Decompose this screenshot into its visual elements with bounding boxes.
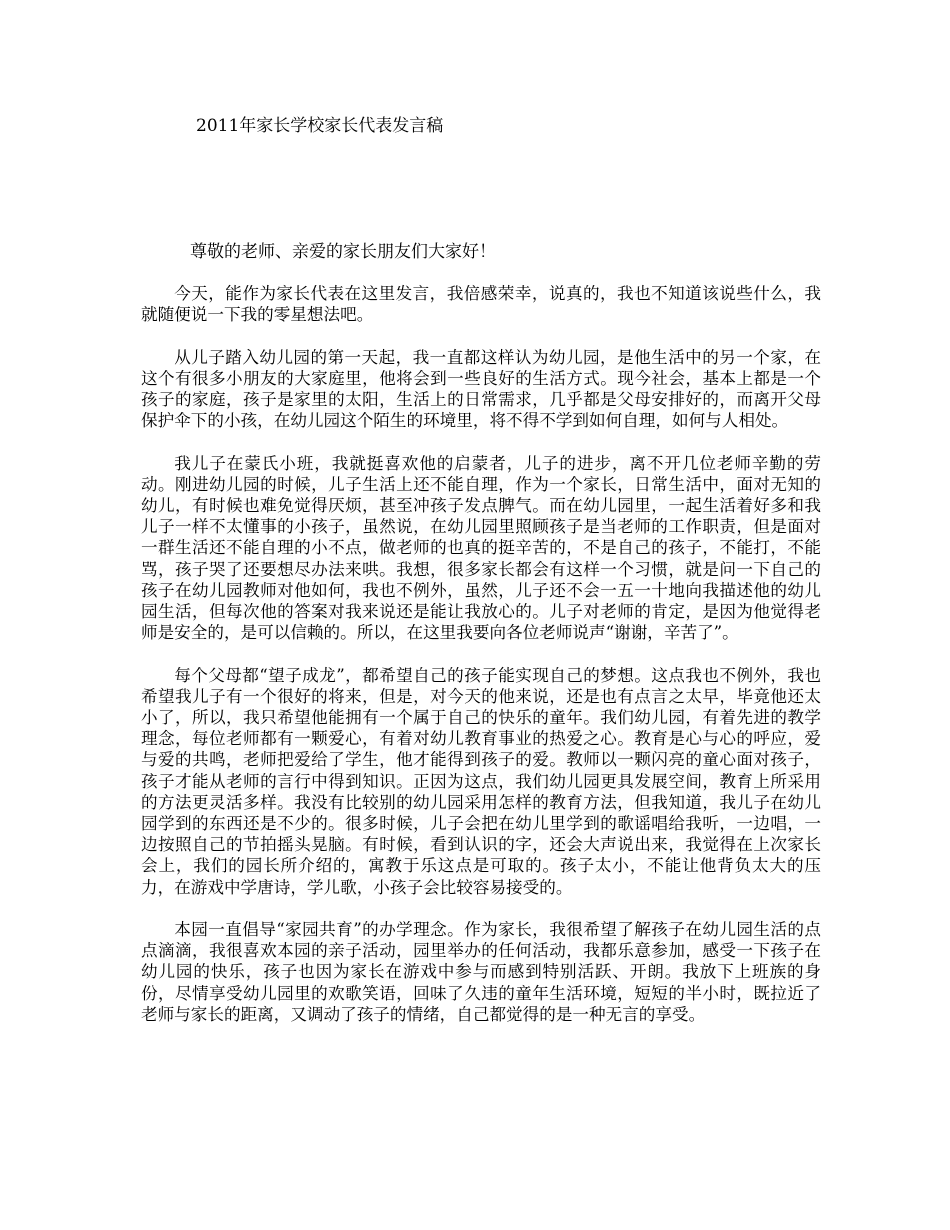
paragraph-home-school: 本园一直倡导“家园共育”的办学理念。作为家长，我很希望了解孩子在幼儿园生活的点点滴滴，我很喜欢本园的亲子活动，园里举办的任何活动，我都乐意参加，感受一下孩子在幼儿园的快乐，孩子也因为家长在游戏中参与而感到特别活跃、开朗。我放下上班族的身份，尽情享受幼儿园里的欢歌笑语，回味了久违的童年生活环境，短短的半小时，既拉近了老师与家长的距离，又调动了孩子的情绪，自己都觉得的是一种无言的享受。	[141, 920, 821, 1024]
paragraph-education-philosophy: 每个父母都“望子成龙”，都希望自己的孩子能实现自己的梦想。这点我也不例外，我也希望我儿子有一个很好的将来，但是，对今天的他来说，还是也有点言之太早，毕竟他还太小了，所以，我只希望他能拥有一个属于自己的快乐的童年。我们幼儿园，有着先进的教学理念，每位老师都有一颗爱心，有着对幼儿教育事业的热爱之心。教育是心与心的呼应，爱与爱的共鸣，老师把爱给了学生，他才能得到孩子的爱。教师以一颗闪亮的童心面对孩子，孩子才能从老师的言行中得到知识。正因为这点，我们幼儿园更具发展空间，教育上所采用的方法更灵活多样。我没有比较别的幼儿园采用怎样的教育方法，但我知道，我儿子在幼儿园学到的东西还是不少的。很多时候，儿子会把在幼儿里学到的歌谣唱给我听，一边唱，一边按照自己的节拍摇头晃脑。有时候，看到认识的字，还会大声说出来，我觉得在上次家长会上，我们的园长所介绍的，寓教于乐这点是可取的。孩子太小，不能让他背负太大的压力，在游戏中学唐诗，学儿歌，小孩子会比较容易接受的。	[141, 665, 821, 897]
greeting-line: 尊敬的老师、亲爱的家长朋友们大家好！	[190, 242, 496, 262]
paragraph-teachers-thanks: 我儿子在蒙氏小班，我就挺喜欢他的启蒙者，儿子的进步，离不开几位老师辛勤的劳动。刚进幼儿园的时候，儿子生活上还不能自理，作为一个家长，日常生活中，面对无知的幼儿，有时候也难免觉得厌烦，甚至冲孩子发点脾气。而在幼儿园里，一起生活着好多和我儿子一样不太懂事的小孩子，虽然说，在幼儿园里照顾孩子是当老师的工作职责，但是面对一群生活还不能自理的小不点，做老师的也真的挺辛苦的，不是自己的孩子，不能打，不能骂，孩子哭了还要想尽办法来哄。我想，很多家长都会有这样一个习惯，就是问一下自己的孩子在幼儿园教师对他如何，我也不例外，虽然，儿子还不会一五一十地向我描述他的幼儿园生活，但每次他的答案对我来说还是能让我放心的。儿子对老师的肯定，是因为他觉得老师是安全的，是可以信赖的。所以，在这里我要向各位老师说声“谢谢，辛苦了”。	[141, 453, 821, 643]
document-title: 2011年家长学校家长代表发言稿	[196, 116, 444, 136]
paragraph-kindergarten-home: 从儿子踏入幼儿园的第一天起，我一直都这样认为幼儿园，是他生活中的另一个家，在这个有很多小朋友的大家庭里，他将会到一些良好的生活方式。现今社会，基本上都是一个孩子的家庭，孩子是家里的太阳，生活上的日常需求，几乎都是父母安排好的，而离开父母保护伞下的小孩，在幼儿园这个陌生的环境里，将不得不学到如何自理，如何与人相处。	[141, 347, 821, 431]
paragraph-opening: 今天，能作为家长代表在这里发言，我倍感荣幸，说真的，我也不知道该说些什么，我就随便说一下我的零星想法吧。	[141, 284, 821, 325]
document-body	[141, 283, 821, 1046]
